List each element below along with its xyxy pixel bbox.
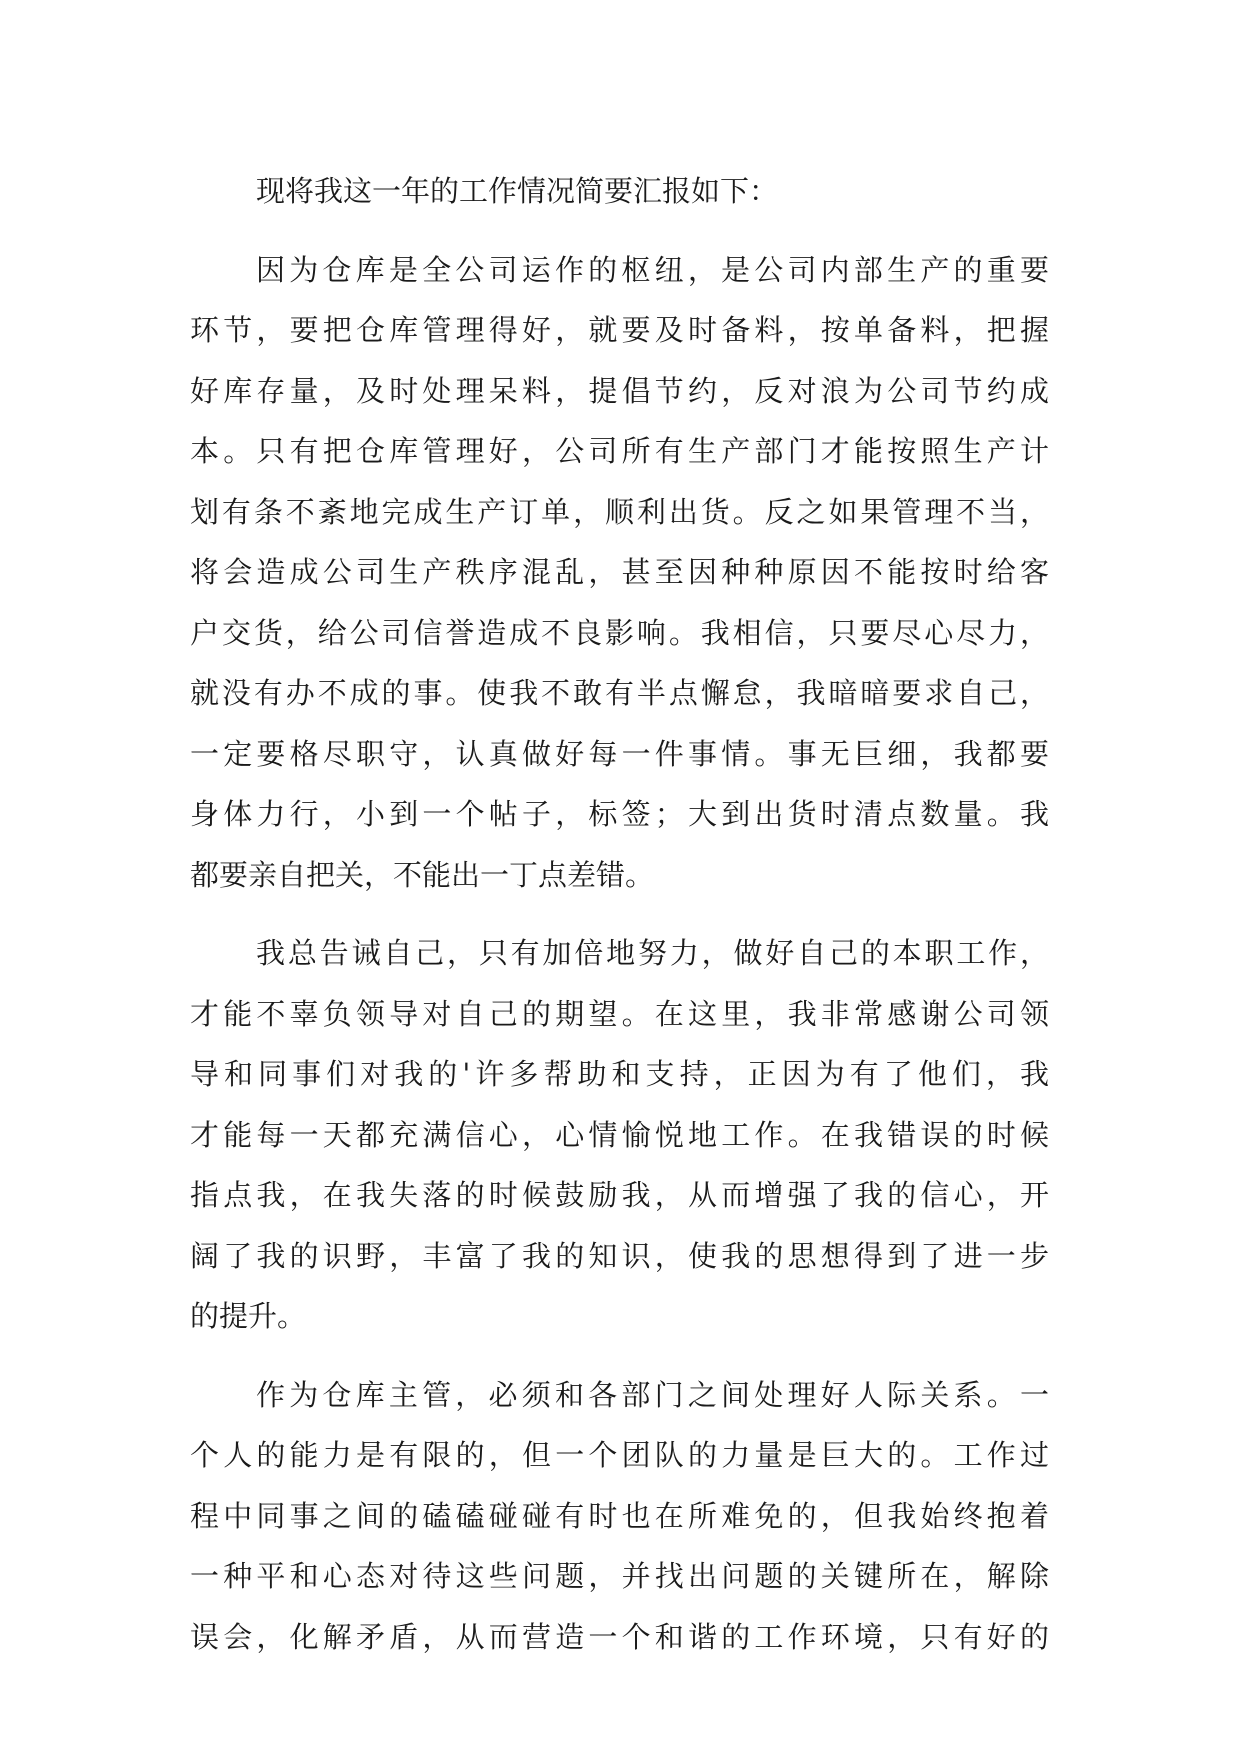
paragraph-3-line-4: 才能每一天都充满信心，心情愉悦地工作。在我错误的时候 [190,1117,1049,1152]
paragraph-gap [190,905,1049,923]
paragraph-2-line-6: 将会造成公司生产秩序混乱，甚至因种种原因不能按时给客 [190,555,1049,589]
paragraph-2-line-10: 身体力行，小到一个帖子，标签；大到出货时清点数量。我 [190,797,1049,831]
paragraph-4-line-5: 误会，化解矛盾，从而营造一个和谐的工作环境，只有好的 [190,1619,1049,1654]
paragraph-3-line-2: 才能不辜负领导对自己的期望。在这里，我非常感谢公司领 [190,996,1049,1031]
paragraph-2-line-5: 划有条不紊地完成生产订单，顺利出货。反之如果管理不当， [190,494,1049,529]
paragraph-3-line-1: 我总告诫自己，只有加倍地努力，做好自己的本职工作， [256,936,1049,970]
paragraph-gap [190,1347,1049,1365]
paragraph-4-line-4: 一种平和心态对待这些问题，并找出问题的关键所在，解除 [190,1559,1049,1593]
paragraph-1-line-1: 现将我这一年的工作情况简要汇报如下： [256,174,779,208]
paragraph-2-line-1: 因为仓库是全公司运作的枢纽，是公司内部生产的重要 [256,252,1049,287]
paragraph-2-line-4: 本。只有把仓库管理好，公司所有生产部门才能按照生产计 [190,434,1049,468]
paragraph-gap [190,222,1049,240]
paragraph-2-line-3: 好库存量，及时处理呆料，提倡节约，反对浪为公司节约成 [190,373,1049,408]
paragraph-4-line-1: 作为仓库主管，必须和各部门之间处理好人际关系。一 [256,1377,1049,1412]
document-body [190,161,1049,1667]
paragraph-3-line-5: 指点我，在我失落的时候鼓励我，从而增强了我的信心，开 [190,1178,1049,1212]
paragraph-2-line-2: 环节，要把仓库管理得好，就要及时备料，按单备料，把握 [190,313,1049,347]
paragraph-2-line-9: 一定要格尽职守，认真做好每一件事情。事无巨细，我都要 [190,736,1049,771]
paragraph-2-line-8: 就没有办不成的事。使我不敢有半点懈怠，我暗暗要求自己， [190,676,1049,710]
paragraph-3-line-3: 导和同事们对我的'许多帮助和支持，正因为有了他们，我 [190,1057,1049,1091]
paragraph-2-line-7: 户交货，给公司信誉造成不良影响。我相信，只要尽心尽力， [190,615,1049,650]
paragraph-2-line-11: 都要亲自把关，不能出一丁点差错。 [190,857,655,892]
paragraph-4-line-3: 程中同事之间的磕磕碰碰有时也在所难免的，但我始终抱着 [190,1498,1049,1533]
paragraph-3-line-7: 的提升。 [190,1299,307,1333]
paragraph-4-line-2: 个人的能力是有限的，但一个团队的力量是巨大的。工作过 [190,1438,1049,1472]
paragraph-3-line-6: 阔了我的识野，丰富了我的知识，使我的思想得到了进一步 [190,1238,1049,1273]
